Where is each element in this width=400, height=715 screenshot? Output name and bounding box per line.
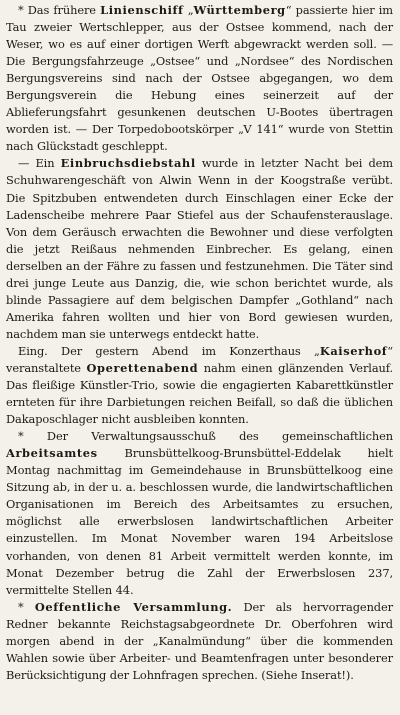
keyword-oeffentliche-versammlung: Oeffentliche Versammlung. bbox=[34, 599, 233, 614]
text-run: * Das frühere bbox=[18, 3, 101, 17]
keyword-wuerttemberg: Württemberg bbox=[193, 3, 286, 17]
keyword-arbeitsamtes: Arbeitsamtes bbox=[6, 446, 98, 461]
paragraph-einbruchsdiebstahl bbox=[6, 155, 393, 343]
text-run: „ bbox=[183, 3, 194, 17]
paragraph-versammlung bbox=[6, 599, 393, 684]
paragraph-arbeitsamt bbox=[6, 428, 393, 598]
text-run: * Der Verwaltungsausschuß des gemeinschaftlichen bbox=[18, 429, 393, 444]
paragraph-wuerttemberg bbox=[6, 2, 393, 155]
keyword-einbruchsdiebstahl: Einbruchsdiebstahl bbox=[60, 156, 196, 171]
text-run: — Ein bbox=[18, 156, 61, 171]
text-run: “ veranstaltete bbox=[6, 343, 393, 375]
text-run: Eing. Der gestern Abend im Konzerthaus „ bbox=[18, 343, 320, 358]
text-run: wurde in letzter Nacht bei dem Schuhwarengeschäft von Alwin Wenn in der Koogstraße verübt. Die Spitzbuben entwendeten durch Einschlagen einer Ecke der Ladenscheibe mehrere Paar Stiefel aus der Schaufensterauslage. Von dem Geräusch erwachten die Bewohner und diese verfolgten die jetzt Reißaus nehmenden Einbrecher. Es gelang, einen derselben an der Fähre zu fassen und festzunehmen. Die Täter sind drei junge Leute aus Danzig, die, wie schon berichtet wurde, als blinde Passagiere auf dem belgischen Dampfer „Gothland“ nach Amerika fahren wollten und hier von Bord gewiesen wurden, nachdem man sie unterwegs entdeckt hatte. bbox=[6, 156, 394, 341]
text-run: * bbox=[18, 599, 35, 614]
keyword-kaiserhof: Kaiserhof bbox=[319, 343, 388, 358]
keyword-linienschiff: Linienschiff bbox=[100, 3, 184, 17]
text-run: nahm einen glänzenden Verlauf. Das fleißige Künstler-Trio, sowie die engagierten Kabarettkünstler ernteten für ihre Darbietungen reichen Beifall, so daß die üblichen Dakaposchlager nicht ausbleiben konnten. bbox=[6, 360, 393, 427]
keyword-operettenabend: Operettenabend bbox=[86, 360, 199, 375]
paragraph-operettenabend bbox=[6, 343, 393, 428]
text-run: Brunsbüttelkoog-Brunsbüttel-Eddelak hielt Montag nachmittag im Gemeindehause in Brunsbüttelkoog eine Sitzung ab, in der u. a. beschlossen wurde, die landwirtschaftlichen Organisationen im Bereich des Arbeitsamtes zu ersuchen, möglichst alle erwerbslosen landwirtschaftlichen Arbeiter einzustellen. Im Monat November waren 194 Arbeitslose vorhanden, von denen 81 Arbeit vermittelt werden konnte, im Monat Dezember betrug die Zahl der Erwerbslosen 237, vermittelte Stellen 44. bbox=[6, 446, 393, 597]
text-run: “ passierte hier im Tau zweier Wertschlepper, aus der Ostsee kommend, nach der Weser, wo es auf einer dortigen Werft abgewrackt werden soll. — Die Bergungsfahrzeuge „Ostsee“ und „Nordsee“ des Nordischen Bergungsvereins sind nach der Ostsee abgegangen, wo dem Bergungsverein die Hebung eines seinerzeit auf der Ablieferungsfahrt gesunkenen deutschen U-Bootes übertragen worden ist. — Der Torpedobootskörper „V 141“ wurde von Stettin nach Glückstadt geschleppt. bbox=[6, 3, 393, 154]
text-run: Der als hervorragender Redner bekannte Reichstagsabgeordnete Dr. Oberfohren wird morgen abend in der „Kanalmündung“ über die kommenden Wahlen sowie über Arbeiter- und Beamtenfragen unter besonderer Berücksichtigung der Lohnfragen sprechen. (Siehe Inserat!). bbox=[6, 599, 393, 682]
